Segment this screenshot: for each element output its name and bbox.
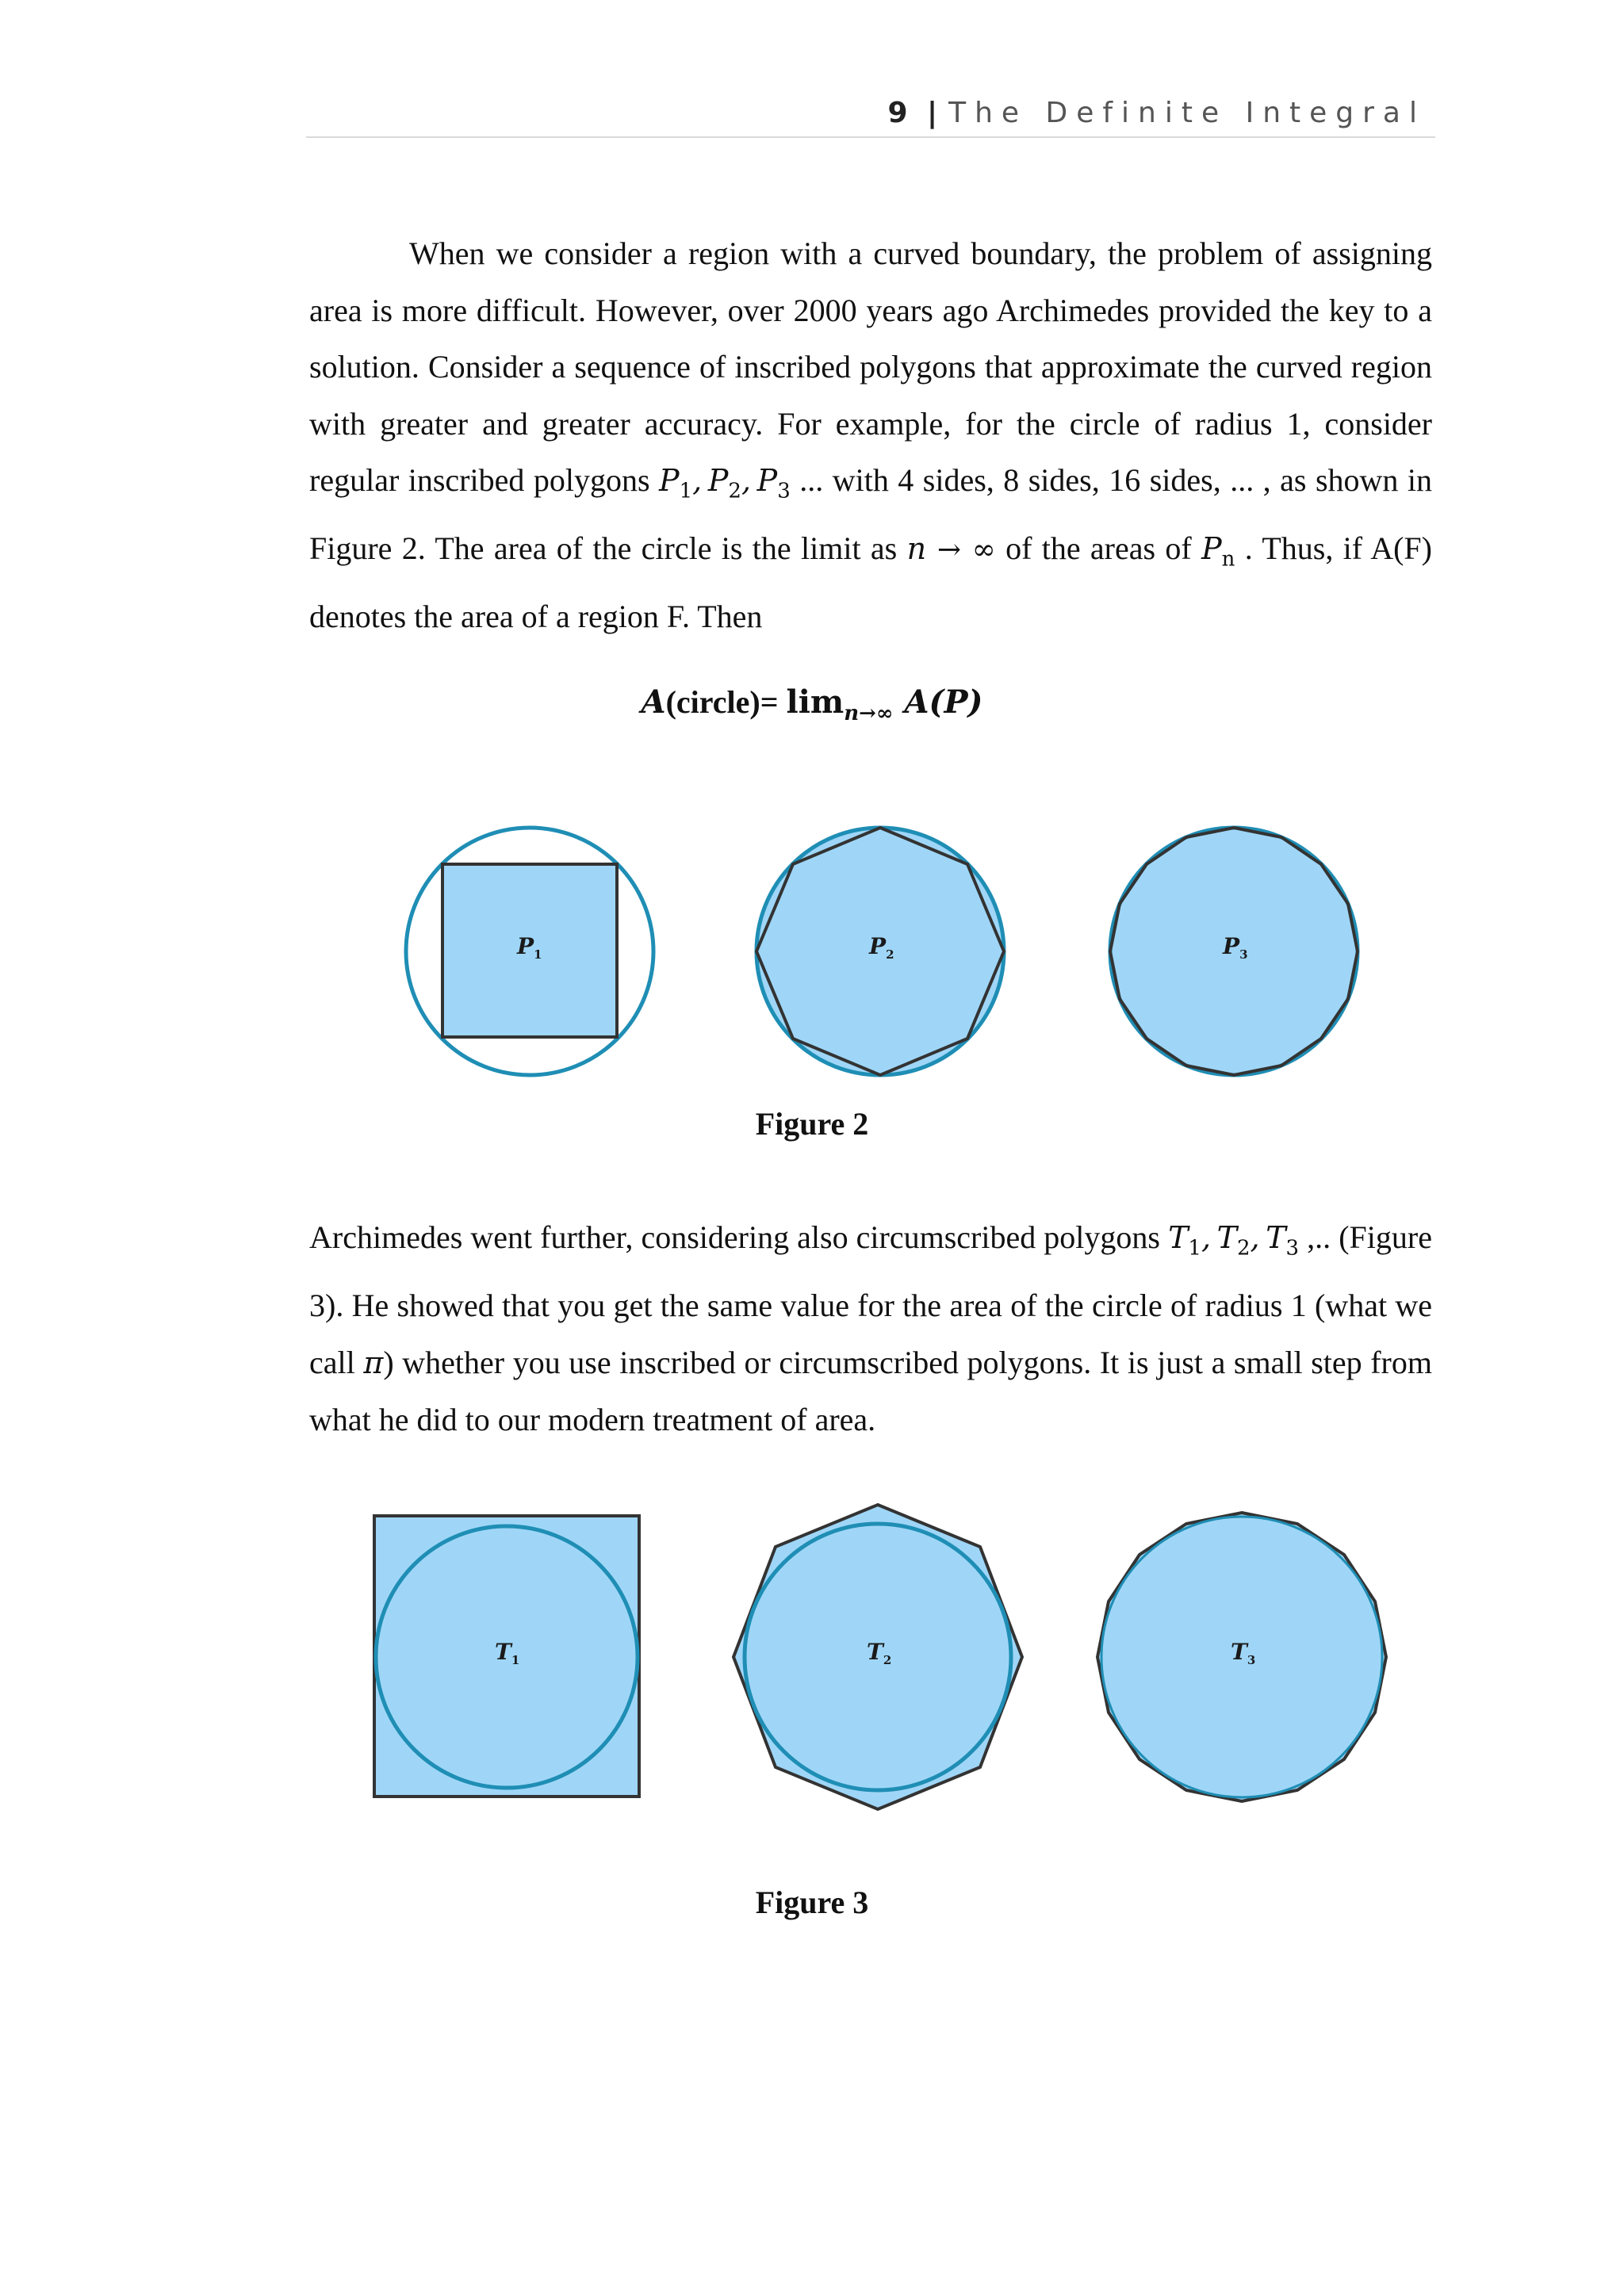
- figure-3-caption: Figure 3: [755, 1885, 869, 1920]
- figure-3-circumscribed-polygons: [365, 1498, 1396, 1816]
- figure-3-t1: [374, 1516, 639, 1797]
- paragraph-1: When we consider a region with a curved boundary, the problem of assigning area is more difficult. However, over 2000 years ago Archimedes provided the key to a solution. Consider a sequence of inscribed polygons that approximate the curved region with greater and greater accuracy. For example, for the circle of radius 1, consider regular inscribed polygons $P_1$, $P_2$, $P_3$ ... with 4 sides, 8 sides, 16 sides, ... , as shown in Figure 2. The area of the circle is the limit as n → ∞ of the areas of $P_n$ . Thus, if A(F) denotes the area of a region F. Then: [309, 235, 1433, 635]
- math-p-n: $P_n$: [1201, 531, 1235, 572]
- figure-2-caption: Figure 2: [755, 1106, 869, 1142]
- figure-2-p2: [756, 828, 1004, 1075]
- formula-circle: (circle)=: [665, 684, 787, 720]
- math-t-sequence: $T_1$, $T_2$, $T_3$: [1168, 1220, 1300, 1261]
- paragraph-1-text-b: ... with 4 sides, 8 sides, 16 sides, ... , as shown in Figure 2. The area of the circle is the limit as: [309, 462, 1433, 567]
- figure-2-p1: [406, 828, 653, 1075]
- page-number: 9: [887, 97, 910, 129]
- running-header: [306, 95, 1435, 138]
- t3-label: $T_3$: [1231, 1639, 1256, 1667]
- paragraph-2-text-a: Archimedes went further, considering also circumscribed polygons: [309, 1219, 1169, 1255]
- figure-2-p3: [1110, 828, 1358, 1075]
- paragraph-1-text-c: of the areas of: [995, 530, 1202, 567]
- t2-label: $T_2$: [867, 1639, 892, 1667]
- header-title: The Definite Integral: [948, 97, 1426, 129]
- paragraph-2-text-b: ,.. (Figure 3). He showed that you get the same value for the area of the circle of radius 1 (what we call: [309, 1219, 1432, 1380]
- header-separator: |: [926, 97, 949, 129]
- formula-a: A: [641, 683, 666, 721]
- math-p-sequence: $P_1$, $P_2$, $P_3$: [659, 463, 791, 503]
- header-text: [887, 97, 1426, 129]
- formula-rhs: A(P): [893, 683, 983, 721]
- area-limit-formula: [0, 683, 1624, 725]
- figure-2-inscribed-polygons: [396, 817, 1388, 1102]
- p3-label: $P_3$: [1223, 933, 1248, 962]
- formula-lim: lim: [786, 683, 845, 721]
- figure-3-t3: [1097, 1513, 1386, 1801]
- figure-3-t2: [733, 1505, 1022, 1809]
- math-pi: π: [363, 1345, 384, 1380]
- paragraph-1-text-a: When we consider a region with a curved boundary, the problem of assigning area is more difficult. However, over 2000 years ago Archimedes provided the key to a solution. Consider a sequence of inscribed polygons that approximate the curved region with greater and greater accuracy. For example, for the circle of radius 1, consider regular inscribed polygons: [309, 235, 1432, 498]
- paragraph-2-text-c: ) whether you use inscribed or circumscribed polygons. It is just a small step from what he did to our modern treatment of area.: [309, 1344, 1432, 1438]
- p1-label: $P_1$: [517, 933, 542, 962]
- paragraph-1-text-d: . Thus, if A(F) denotes the area of a region F. Then: [309, 530, 1432, 635]
- formula-lim-subscript: n→∞: [844, 702, 894, 725]
- paragraph-2: [309, 1209, 1432, 1448]
- math-n-to-infinity: n: [906, 531, 927, 567]
- p2-label: $P_2$: [869, 933, 894, 962]
- t1-label: $T_1$: [495, 1639, 520, 1667]
